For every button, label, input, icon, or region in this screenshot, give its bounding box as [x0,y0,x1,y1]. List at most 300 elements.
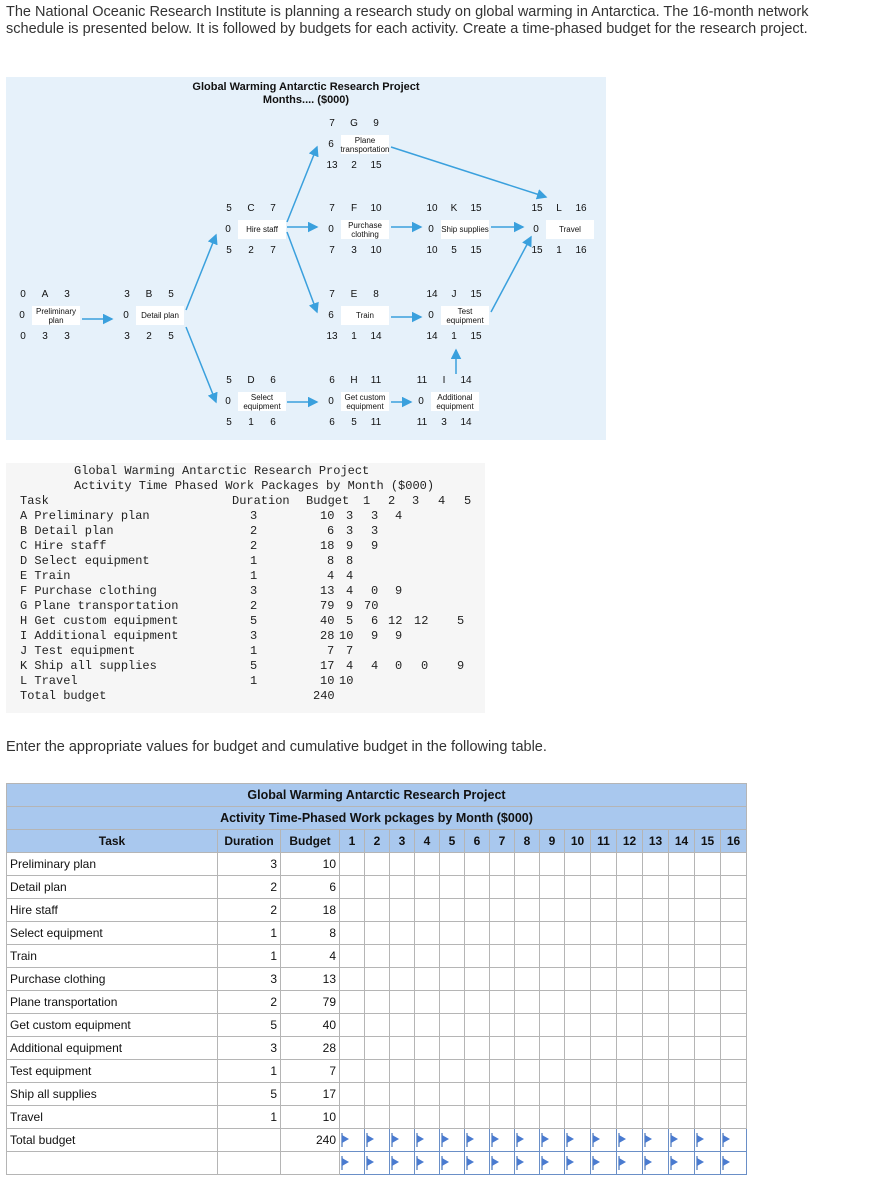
month-cell [540,968,565,991]
wp-task: L Travel [20,674,78,688]
wp-month-value: 0 [395,659,403,673]
wp-duration: 3 [250,584,258,598]
month-cell [415,991,440,1014]
month-cell [591,945,617,968]
monthly-budget-input[interactable] [540,1129,565,1152]
wp-month-value: 4 [346,569,354,583]
node-early-start: 7 [329,289,335,300]
wp-budget: 28 [320,629,335,643]
month-cell [540,1106,565,1129]
node-id: K [450,203,458,214]
month-cell [340,853,365,876]
node-duration: 5 [351,417,357,428]
node-id: G [350,118,358,129]
task-budget: 10 [281,853,340,876]
month-cell [340,899,365,922]
monthly-budget-input[interactable] [365,1129,390,1152]
cumulative-duration [218,1152,281,1175]
month-cell [465,945,490,968]
month-cell [390,1083,415,1106]
node-late-finish: 15 [470,245,482,256]
wp-month-value: 7 [346,644,354,658]
month-cell [390,922,415,945]
month-cell [695,1083,721,1106]
node-id: D [247,375,255,386]
col-month: 11 [591,830,617,853]
month-cell [540,899,565,922]
node-slack: 6 [328,139,334,150]
wp-month-value: 5 [457,614,465,628]
month-cell [465,991,490,1014]
node-early-finish: 14 [460,375,472,386]
activity-node-l [526,198,594,261]
month-cell [415,876,440,899]
task-name: Travel [7,1106,218,1129]
dropdown-arrow-icon [721,1130,752,1150]
col-month: 5 [440,830,465,853]
cumulative-budget-input[interactable] [695,1152,721,1175]
wp-month-value: 9 [371,629,379,643]
monthly-budget-input[interactable] [643,1129,669,1152]
table-row [7,853,747,876]
wp-month-value: 9 [395,629,403,643]
month-cell [440,1106,465,1129]
month-cell [669,1014,695,1037]
col-month: 4 [415,830,440,853]
col-month: 8 [515,830,540,853]
wp-month-value: 9 [346,539,354,553]
month-cell [365,899,390,922]
month-cell [721,922,747,945]
month-cell [695,1060,721,1083]
wp-month-value: 8 [346,554,354,568]
cumulative-budget-input[interactable] [415,1152,440,1175]
cumulative-budget-input[interactable] [390,1152,415,1175]
month-cell [565,922,591,945]
wp-budget: 13 [320,584,335,598]
month-cell [515,1060,540,1083]
wp-month-value: 0 [421,659,429,673]
month-cell [565,1060,591,1083]
month-cell [465,968,490,991]
wp-header: 3 [412,494,420,508]
col-month: 12 [617,830,643,853]
monthly-budget-input[interactable] [415,1129,440,1152]
task-duration: 5 [218,1083,281,1106]
month-cell [440,968,465,991]
month-cell [540,1037,565,1060]
month-cell [721,1037,747,1060]
dropdown-arrow-icon [721,1153,752,1173]
cumulative-budget-input[interactable] [565,1152,591,1175]
monthly-budget-input[interactable] [721,1129,747,1152]
task-duration: 1 [218,945,281,968]
node-early-finish: 10 [370,203,382,214]
month-cell [643,968,669,991]
node-id: L [556,203,562,214]
task-budget: 18 [281,899,340,922]
month-cell [390,853,415,876]
node-label: Hire staff [238,220,286,239]
month-cell [591,899,617,922]
node-duration: 3 [42,331,48,342]
node-early-finish: 6 [270,375,276,386]
node-early-finish: 5 [168,289,174,300]
table-title-row [7,784,747,807]
node-duration: 1 [556,245,562,256]
cumulative-budget-input[interactable] [490,1152,515,1175]
wp-month-value: 12 [414,614,429,628]
wp-task: K Ship all supplies [20,659,157,673]
month-cell [591,968,617,991]
month-cell [515,991,540,1014]
node-early-finish: 11 [370,375,382,386]
month-cell [365,991,390,1014]
node-early-finish: 16 [575,203,587,214]
col-month: 15 [695,830,721,853]
month-cell [643,876,669,899]
month-cell [721,853,747,876]
month-cell [565,1106,591,1129]
task-name: Detail plan [7,876,218,899]
month-cell [440,1060,465,1083]
month-cell [669,1060,695,1083]
cumulative-budget-input[interactable] [591,1152,617,1175]
node-label: Additional equipment [431,392,479,411]
task-name: Preliminary plan [7,853,218,876]
month-cell [591,1106,617,1129]
month-cell [440,922,465,945]
activity-node-e [321,284,389,347]
network-diagram [6,77,606,440]
node-late-finish: 7 [270,245,276,256]
month-cell [721,945,747,968]
cumulative-budget-row [7,1152,747,1175]
wp-task: I Additional equipment [20,629,179,643]
node-slack: 0 [533,224,539,235]
month-cell [365,945,390,968]
node-duration: 3 [441,417,447,428]
node-early-start: 11 [416,375,428,386]
month-cell [365,876,390,899]
month-cell [617,1083,643,1106]
monthly-budget-input[interactable] [669,1129,695,1152]
cumulative-budget-input[interactable] [643,1152,669,1175]
month-cell [365,1060,390,1083]
monthly-budget-input[interactable] [515,1129,540,1152]
table-subtitle-row [7,807,747,830]
month-cell [415,922,440,945]
month-cell [490,1037,515,1060]
node-late-start: 14 [426,331,438,342]
month-cell [490,1083,515,1106]
task-name: Plane transportation [7,991,218,1014]
wp-budget: 17 [320,659,335,673]
node-slack: 0 [225,224,231,235]
col-month: 3 [390,830,415,853]
node-late-finish: 11 [370,417,382,428]
monthly-budget-input[interactable] [390,1129,415,1152]
task-budget: 6 [281,876,340,899]
month-cell [465,922,490,945]
wp-budget: 4 [327,569,335,583]
activity-node-h [321,370,389,433]
wp-budget: 10 [320,674,335,688]
task-duration: 1 [218,1060,281,1083]
node-late-finish: 14 [460,417,472,428]
table-row [7,1037,747,1060]
node-late-finish: 15 [370,160,382,171]
wp-month-value: 0 [371,584,379,598]
month-cell [465,876,490,899]
node-label: Ship supplies [441,220,489,239]
month-cell [695,876,721,899]
month-cell [465,1037,490,1060]
problem-statement: The National Oceanic Research Institute is planning a research study on global warming in Antarctica. The 16-month network schedule is presented below. It is followed by budgets for each activity. Create a time-phased budget for the research project. [6,4,809,37]
wp-month-value: 6 [371,614,379,628]
node-late-finish: 3 [64,331,70,342]
time-phased-budget-table [6,783,747,1175]
month-cell [540,1060,565,1083]
wp-month-value: 9 [395,584,403,598]
col-month: 2 [365,830,390,853]
monthly-budget-input[interactable] [591,1129,617,1152]
cumulative-budget-input[interactable] [617,1152,643,1175]
wp-month-value: 9 [457,659,465,673]
wp-budget: 10 [320,509,335,523]
task-name: Get custom equipment [7,1014,218,1037]
task-duration: 1 [218,1106,281,1129]
node-early-start: 3 [124,289,130,300]
month-cell [617,876,643,899]
wp-header: 5 [464,494,472,508]
month-cell [440,899,465,922]
task-duration: 2 [218,899,281,922]
total-budget: 240 [281,1129,340,1152]
task-name: Ship all supplies [7,1083,218,1106]
task-duration: 2 [218,991,281,1014]
month-cell [490,968,515,991]
wp-budget: 7 [327,644,335,658]
month-cell [390,1014,415,1037]
total-duration [218,1129,281,1152]
node-late-start: 13 [326,331,338,342]
monthly-budget-input[interactable] [340,1129,365,1152]
col-month: 1 [340,830,365,853]
wp-task: F Purchase clothing [20,584,157,598]
col-task: Task [7,830,218,853]
activity-node-b [116,284,184,347]
node-label: Preliminary plan [32,306,80,325]
month-cell [390,1060,415,1083]
month-cell [591,853,617,876]
wp-task: H Get custom equipment [20,614,179,628]
col-duration: Duration [218,830,281,853]
task-budget: 28 [281,1037,340,1060]
node-slack: 6 [328,310,334,321]
node-late-finish: 15 [470,331,482,342]
col-month: 14 [669,830,695,853]
task-duration: 3 [218,853,281,876]
month-cell [669,1037,695,1060]
wp-duration: 1 [250,554,258,568]
activity-node-j [421,284,489,347]
wp-month-value: 4 [395,509,403,523]
node-id: I [442,375,446,386]
wp-header: Budget [306,494,350,508]
table-row [7,876,747,899]
month-cell [591,922,617,945]
month-cell [515,922,540,945]
month-cell [415,1083,440,1106]
wp-header: 2 [388,494,396,508]
node-label: Purchase clothing [341,220,389,239]
month-cell [695,922,721,945]
cumulative-budget-input[interactable] [721,1152,747,1175]
cumulative-budget-input[interactable] [515,1152,540,1175]
month-cell [695,1014,721,1037]
month-cell [490,899,515,922]
wp-budget: 79 [320,599,335,613]
task-budget: 40 [281,1014,340,1037]
network-subtitle: Months.... ($000) [262,94,350,106]
month-cell [695,899,721,922]
month-cell [721,876,747,899]
month-cell [490,922,515,945]
col-budget: Budget [281,830,340,853]
task-budget: 8 [281,922,340,945]
wp-task: C Hire staff [20,539,107,553]
wp-duration: 2 [250,599,258,613]
table-row [7,922,747,945]
month-cell [617,1014,643,1037]
month-cell [643,1037,669,1060]
table-row [7,1060,747,1083]
node-duration: 1 [248,417,254,428]
wp-header: Duration [232,494,290,508]
task-name: Additional equipment [7,1037,218,1060]
instruction-text: Enter the appropriate values for budget and cumulative budget in the following table. [6,739,547,755]
wp-month-value: 4 [346,584,354,598]
monthly-budget-input[interactable] [440,1129,465,1152]
node-id: F [350,203,358,214]
node-late-start: 5 [226,417,232,428]
month-cell [669,968,695,991]
node-late-start: 5 [226,245,232,256]
table-header-row [7,830,747,853]
cumulative-budget-input[interactable] [440,1152,465,1175]
month-cell [465,1106,490,1129]
month-cell [721,968,747,991]
month-cell [365,853,390,876]
node-id: E [350,289,358,300]
month-cell [643,945,669,968]
month-cell [669,991,695,1014]
month-cell [643,1060,669,1083]
month-cell [340,1083,365,1106]
month-cell [540,922,565,945]
col-month: 10 [565,830,591,853]
monthly-budget-input[interactable] [490,1129,515,1152]
month-cell [617,1060,643,1083]
node-late-start: 7 [329,245,335,256]
node-slack: 0 [123,310,129,321]
month-cell [565,1037,591,1060]
month-cell [390,1037,415,1060]
month-cell [340,991,365,1014]
monthly-budget-input[interactable] [565,1129,591,1152]
table-row [7,899,747,922]
month-cell [515,1037,540,1060]
node-early-start: 14 [426,289,438,300]
total-label: Total budget [7,1129,218,1152]
col-month: 7 [490,830,515,853]
month-cell [643,1014,669,1037]
month-cell [340,945,365,968]
node-label: Train [341,306,389,325]
monthly-budget-input[interactable] [465,1129,490,1152]
node-slack: 0 [428,310,434,321]
month-cell [390,991,415,1014]
month-cell [340,922,365,945]
month-cell [565,1083,591,1106]
month-cell [540,1014,565,1037]
month-cell [669,899,695,922]
month-cell [415,899,440,922]
network-title: Global Warming Antarctic Research Project [192,81,420,93]
month-cell [591,1037,617,1060]
monthly-budget-input[interactable] [695,1129,721,1152]
month-cell [365,1083,390,1106]
month-cell [390,968,415,991]
cumulative-budget-input[interactable] [365,1152,390,1175]
monthly-budget-input[interactable] [617,1129,643,1152]
node-duration: 3 [351,245,357,256]
node-late-start: 11 [416,417,428,428]
task-budget: 10 [281,1106,340,1129]
task-budget: 17 [281,1083,340,1106]
node-early-start: 7 [329,118,335,129]
month-cell [540,991,565,1014]
work-package-table [6,463,485,713]
task-duration: 3 [218,1037,281,1060]
month-cell [365,922,390,945]
cumulative-budget-input[interactable] [465,1152,490,1175]
month-cell [465,1014,490,1037]
node-duration: 2 [146,331,152,342]
node-duration: 1 [351,331,357,342]
month-cell [565,853,591,876]
node-slack: 0 [418,396,424,407]
month-cell [591,1083,617,1106]
node-slack: 0 [428,224,434,235]
wp-title: Global Warming Antarctic Research Project [74,464,370,478]
node-label: Detail plan [136,306,184,325]
month-cell [440,876,465,899]
node-late-finish: 14 [370,331,382,342]
month-cell [643,899,669,922]
month-cell [565,876,591,899]
month-cell [695,991,721,1014]
cumulative-budget-input[interactable] [669,1152,695,1175]
cumulative-budget-input[interactable] [540,1152,565,1175]
month-cell [440,853,465,876]
node-early-start: 5 [226,203,232,214]
task-budget: 4 [281,945,340,968]
wp-task: Total budget [20,689,107,703]
node-label: Select equipment [238,392,286,411]
cumulative-budget-input[interactable] [340,1152,365,1175]
